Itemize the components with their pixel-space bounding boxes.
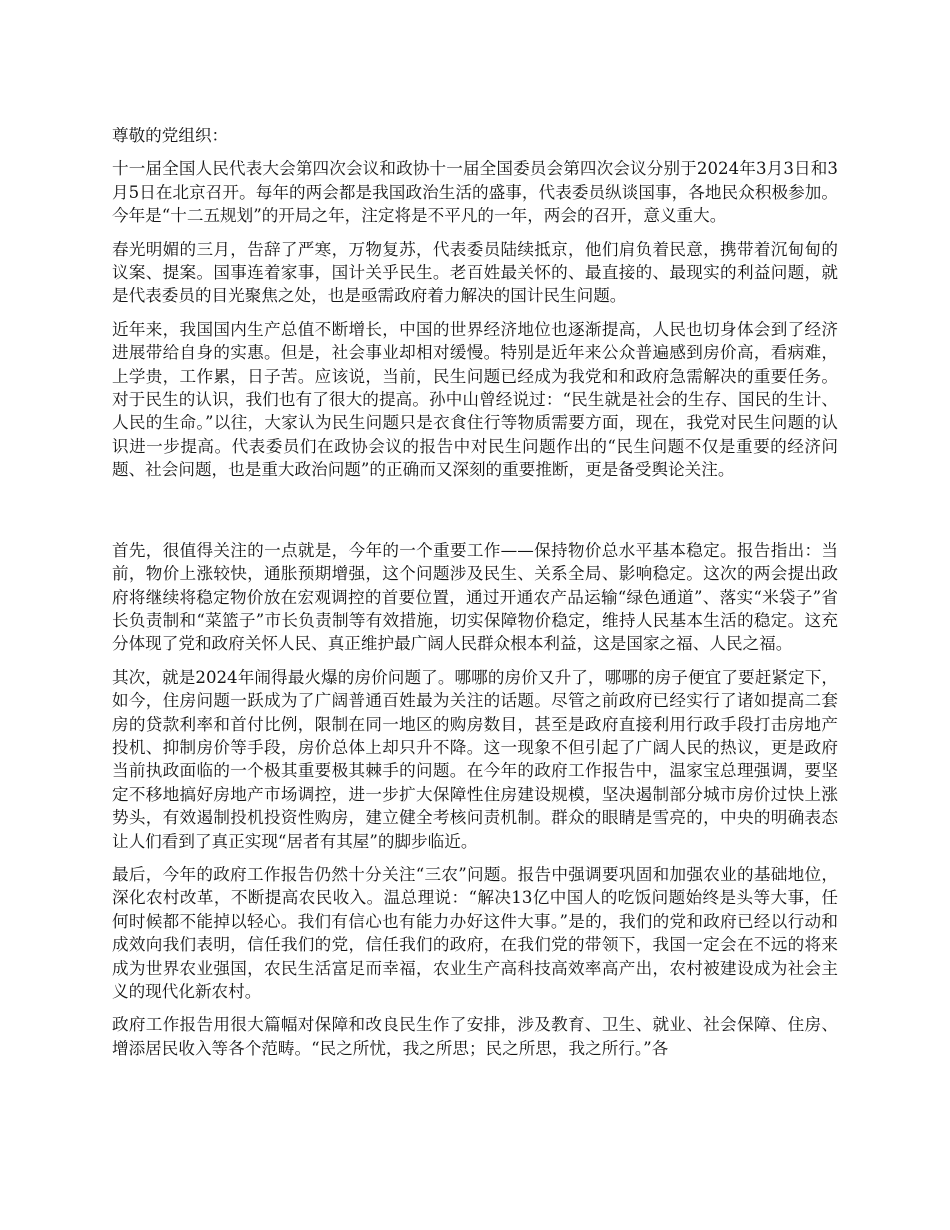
paragraph-government-report: 政府工作报告用很大篇幅对保障和改良民生作了安排，涉及教育、卫生、就业、社会保障、住房、增添居民收入等各个范畴。“民之所忧，我之所思；民之所思，我之所行。”各 xyxy=(112,1015,838,1058)
paragraph-price-stability: 首先，很值得关注的一点就是，今年的一个重要工作——保持物价总水平基本稳定。报告指出：当前，物价上涨较快，通胀预期增强，这个问题涉及民生、关系全局、影响稳定。这次的两会提出政府将继续将稳定物价放在宏观调控的首要位置，通过开通农产品运输“绿色通道”、落实“米袋子”省长负责制和“菜篮子”市长负责制等有效措施，切实保障物价稳定，维持人民基本生活的稳定。这充分体现了党和政府关怀人民、真正维护最广阔人民群众根本利益，这是国家之福、人民之福。 xyxy=(112,540,838,654)
paragraph-livelihood-issues: 近年来，我国国内生产总值不断增长，中国的世界经济地位也逐渐提高，人民也切身体会到了经济进展带给自身的实惠。但是，社会事业却相对缓慢。特别是近年来公众普遍感到房价高，看病难，上学贵，工作累，日子苦。应该说，当前，民生问题已经成为我党和和政府急需解决的重要任务。对于民生的认识，我们也有了很大的提高。孙中山曾经说过：“民生就是社会的生存、国民的生计、人民的生命。”以往，大家认为民生问题只是衣食住行等物质需要方面，现在，我党对民生问题的认识进一步提高。代表委员们在政协会议的报告中对民生问题作出的“民生问题不仅是重要的经济问题、社会问题，也是重大政治问题”的正确而又深刻的重要推断，更是备受舆论关注。 xyxy=(112,319,838,480)
salutation: 尊敬的党组织： xyxy=(112,126,229,145)
paragraph-spring-delegates: 春光明媚的三月，告辞了严寒，万物复苏，代表委员陆续抵京，他们肩负着民意，携带着沉甸甸的议案、提案。国事连着家事，国计关乎民生。老百姓最关怀的、最直接的、最现实的利益问题，就是代表委员的目光聚焦之处，也是亟需政府着力解决的国计民生问题。 xyxy=(112,239,838,306)
paragraph-npc-cppcc-sessions: 十一届全国人民代表大会第四次会议和政协十一届全国委员会第四次会议分别于2024年3月3日和3月5日在北京召开。每年的两会都是我国政治生活的盛事，代表委员纵谈国事，各地民众积极参加。今年是“十二五规划”的开局之年，注定将是不平凡的一年，两会的召开，意义重大。 xyxy=(112,159,838,226)
paragraph-housing-prices: 其次，就是2024年闹得最火爆的房价问题了。哪哪的房价又升了，哪哪的房子便宜了要赶紧定下，如今，住房问题一跃成为了广阔普通百姓最为关注的话题。尽管之前政府已经实行了诸如提高二套房的贷款利率和首付比例，限制在同一地区的购房数目，甚至是政府直接利用行政手段打击房地产投机、抑制房价等手段，房价总体上却只升不降。这一现象不但引起了广阔人民的热议，更是政府当前执政面临的一个极其重要极其棘手的问题。在今年的政府工作报告中，温家宝总理强调，要坚定不移地搞好房地产市场调控，进一步扩大保障性住房建设规模，坚决遏制部分城市房价过快上涨势头，有效遏制投机投资性购房，建立健全考核问责机制。群众的眼睛是雪亮的，中央的明确表态让人们看到了真正实现“居者有其屋”的脚步临近。 xyxy=(112,667,838,851)
paragraph-agriculture: 最后，今年的政府工作报告仍然十分关注“三农”问题。报告中强调要巩固和加强农业的基础地位，深化农村改革，不断提高农民收入。温总理说：“解决13亿中国人的吃饭问题始终是头等大事，任何时候都不能掉以轻心。我们有信心也有能力办好这件大事。”是的，我们的党和政府已经以行动和成效向我们表明，信任我们的党，信任我们的政府，在我们党的带领下，我国一定会在不远的将来成为世界农业强国，农民生活富足而幸福，农业生产高科技高效率高产出，农村被建设成为社会主义的现代化新农村。 xyxy=(112,864,838,1001)
document-body xyxy=(112,124,838,1070)
paragraph-spacer xyxy=(112,492,838,539)
